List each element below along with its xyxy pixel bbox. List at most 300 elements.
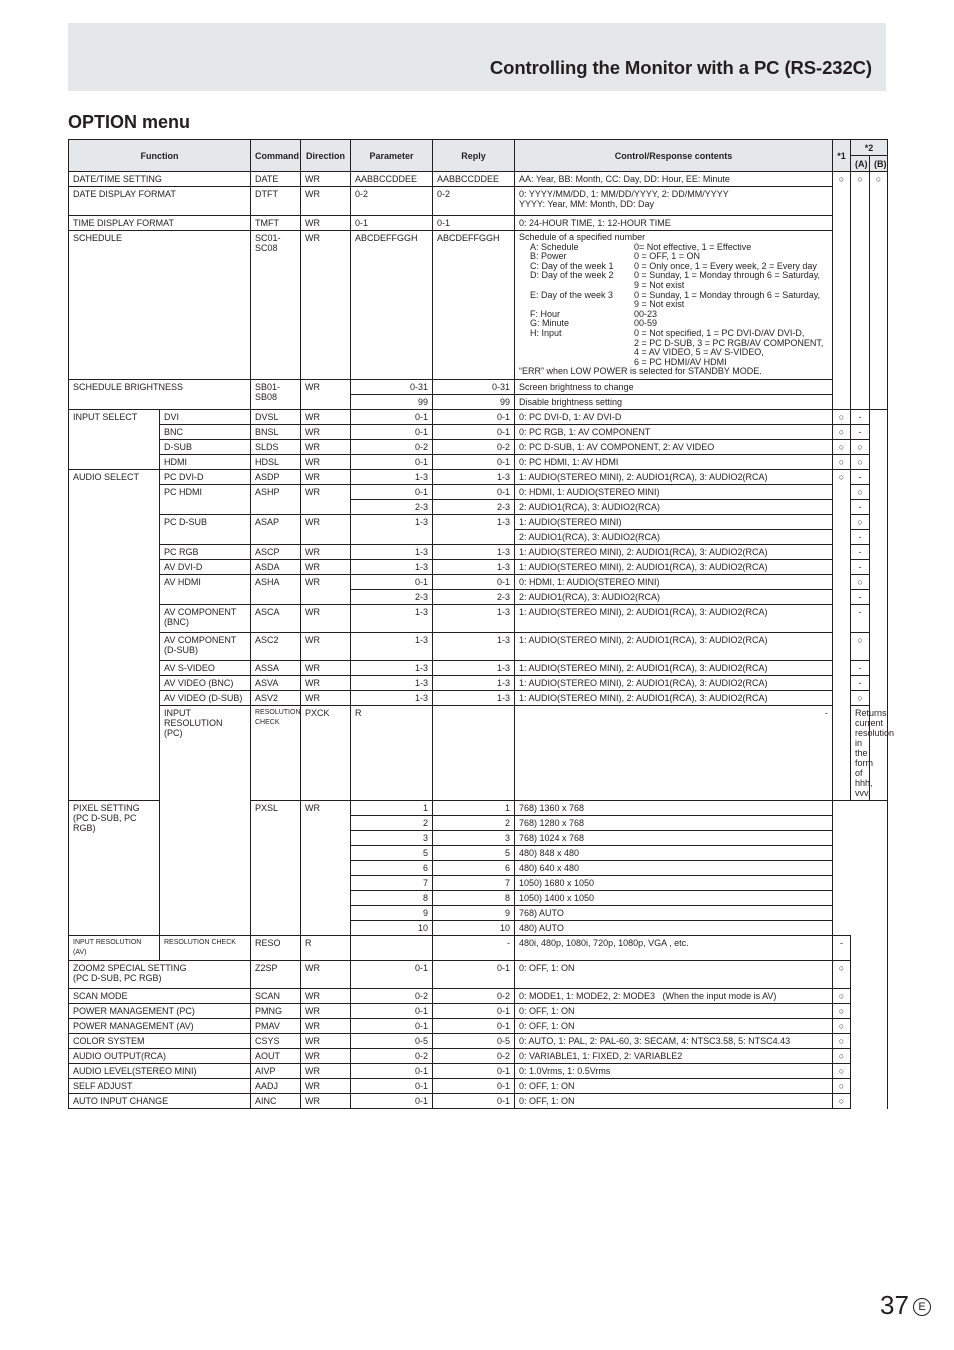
parameter-cell: 99 (351, 394, 433, 409)
option-menu-table (68, 139, 895, 1109)
direction-cell: WR (301, 574, 351, 604)
note2a-mark: ○ (851, 484, 870, 499)
schedule-item-key: D: Day of the week 2 (530, 270, 614, 281)
parameter-cell: 0-2 (351, 1048, 433, 1063)
schedule-item-value: 0 = Only once, 1 = Every week, 2 = Every day (634, 260, 817, 271)
note2a-mark: - (851, 604, 870, 632)
parameter-cell: 0-2 (351, 439, 433, 454)
parameter-cell: 6 (351, 860, 433, 875)
note1-mark: ○ (833, 960, 851, 988)
reply-cell: 0-1 (433, 409, 515, 424)
note1-mark: ○ (833, 454, 851, 469)
reply-cell: 1-3 (433, 660, 515, 675)
reply-cell: 1-3 (433, 544, 515, 559)
reply-cell: 7 (433, 875, 515, 890)
subfunction-cell: AV DVI-D (160, 559, 251, 574)
subfunction-cell: DVI (160, 409, 251, 424)
command-cell: AADJ (251, 1078, 301, 1093)
direction-cell: WR (301, 544, 351, 559)
subfunction-cell: AV COMPONENT (BNC) (160, 604, 251, 632)
command-cell: AOUT (251, 1048, 301, 1063)
command-cell: ASV2 (251, 690, 301, 705)
command-cell: PMNG (251, 1003, 301, 1018)
control-cell: 0: VARIABLE1, 1: FIXED, 2: VARIABLE2 (515, 1048, 833, 1063)
table-row (69, 484, 888, 499)
function-cell: AUDIO SELECT (69, 469, 160, 800)
note1-mark: - (833, 935, 851, 960)
reply-cell: 0-2 (433, 988, 515, 1003)
control-cell: 480) AUTO (515, 920, 833, 935)
parameter-cell: 0-1 (351, 1078, 433, 1093)
reply-cell: 1-3 (433, 514, 515, 544)
table-row (69, 216, 888, 231)
header-band (68, 23, 886, 91)
subfunction-cell: D-SUB (160, 439, 251, 454)
parameter-cell: 1-3 (351, 544, 433, 559)
parameter-cell: 0-1 (351, 484, 433, 499)
control-cell: 480) 640 x 480 (515, 860, 833, 875)
command-cell: ASSA (251, 660, 301, 675)
reply-cell: 0-1 (433, 1063, 515, 1078)
control-cell: Returns current resolution in the form of hhh, vvv. (851, 705, 870, 800)
control-cell: 1: AUDIO(STEREO MINI), 2: AUDIO1(RCA), 3: AUDIO2(RCA) (515, 675, 833, 690)
direction-cell: WR (301, 409, 351, 424)
schedule-item-key: E: Day of the week 3 (530, 289, 614, 300)
parameter-cell: 0-1 (351, 409, 433, 424)
control-cell: 0: 1.0Vrms, 1: 0.5Vrms (515, 1063, 833, 1078)
header-note2-b: (B) (870, 156, 888, 172)
reply-cell: 2 (433, 815, 515, 830)
parameter-cell: 0-2 (351, 187, 433, 216)
parameter-cell: 1 (351, 800, 433, 815)
parameter-cell: 8 (351, 890, 433, 905)
subfunction-cell: AV HDMI (160, 574, 251, 604)
control-cell: 1: AUDIO(STEREO MINI), 2: AUDIO1(RCA), 3: AUDIO2(RCA) (515, 632, 833, 660)
command-cell: HDSL (251, 454, 301, 469)
reply-cell: 0-2 (433, 1048, 515, 1063)
header-function: Function (69, 140, 251, 172)
parameter-cell: 0-1 (351, 1018, 433, 1033)
reply-cell: 2-3 (433, 589, 515, 604)
parameter-cell: 0-1 (351, 454, 433, 469)
control-cell: 0: 24-HOUR TIME, 1: 12-HOUR TIME (515, 216, 833, 231)
parameter-cell: 1-3 (351, 660, 433, 675)
control-cell: Disable brightness setting (515, 394, 833, 409)
parameter-cell: 2-3 (351, 499, 433, 514)
function-cell: SELF ADJUST (69, 1078, 251, 1093)
table-row (69, 705, 888, 800)
schedule-item-value: 00-23 (634, 308, 658, 319)
direction-cell: WR (301, 1048, 351, 1063)
command-cell: ASDA (251, 559, 301, 574)
note2a-mark: - (851, 675, 870, 690)
table-row (69, 559, 888, 574)
function-cell: POWER MANAGEMENT (PC) (69, 1003, 251, 1018)
control-cell: 0: AUTO, 1: PAL, 2: PAL-60, 3: SECAM, 4: NTSC3.58, 5: NTSC4.43 (515, 1033, 833, 1048)
reply-cell: 0-1 (433, 216, 515, 231)
control-cell: 1: AUDIO(STEREO MINI), 2: AUDIO1(RCA), 3: AUDIO2(RCA) (515, 544, 833, 559)
schedule-item-key: B: Power (530, 251, 567, 262)
table-row (69, 424, 888, 439)
control-cell: 768) 1360 x 768 (515, 800, 833, 815)
parameter-cell: 0-5 (351, 1033, 433, 1048)
reply-cell: AABBCCDDEE (433, 172, 515, 187)
note2a-mark: - (851, 409, 870, 424)
control-cell: 1: AUDIO(STEREO MINI), 2: AUDIO1(RCA), 3: AUDIO2(RCA) (515, 660, 833, 675)
function-cell: COLOR SYSTEM (69, 1033, 251, 1048)
direction-cell: WR (301, 454, 351, 469)
control-cell: 1: AUDIO(STEREO MINI) (515, 514, 833, 529)
parameter-cell: 0-1 (351, 960, 433, 988)
header-note2: *2 (851, 140, 888, 156)
note2a-mark: ○ (851, 514, 870, 529)
note2a-mark: ○ (851, 690, 870, 705)
control-cell: 0: OFF, 1: ON (515, 960, 833, 988)
table-row (69, 574, 888, 589)
subfunction-cell: BNC (160, 424, 251, 439)
note1-mark: ○ (833, 424, 851, 439)
subfunction-cell: AV S-VIDEO (160, 660, 251, 675)
function-cell: INPUT RESOLUTION (PC) (160, 705, 251, 935)
parameter-cell: 0-1 (351, 1093, 433, 1108)
note1-mark: ○ (833, 1063, 851, 1078)
reply-cell: 2-3 (433, 499, 515, 514)
table-row (69, 514, 888, 529)
subfunction-cell: AV COMPONENT (D-SUB) (160, 632, 251, 660)
reply-cell: 0-1 (433, 484, 515, 499)
note2a-mark: - (851, 424, 870, 439)
reply-cell: 1-3 (433, 604, 515, 632)
reply-cell: 0-2 (433, 439, 515, 454)
direction-cell: R (351, 705, 433, 800)
function-cell: POWER MANAGEMENT (AV) (69, 1018, 251, 1033)
command-cell: SCAN (251, 988, 301, 1003)
table-row (69, 231, 888, 380)
parameter-cell: 0-1 (351, 424, 433, 439)
table-row (69, 187, 888, 216)
reply-cell: 1-3 (433, 690, 515, 705)
parameter-cell: 0-1 (351, 1063, 433, 1078)
schedule-item-key: F: Hour (530, 308, 561, 319)
parameter-cell: 0-1 (351, 216, 433, 231)
command-cell: DATE (251, 172, 301, 187)
control-cell (515, 231, 833, 380)
note2a-mark: ○ (851, 454, 870, 469)
schedule-item-value: 00-59 (634, 318, 658, 329)
parameter-cell: 2 (351, 815, 433, 830)
reply-cell: 1-3 (433, 632, 515, 660)
direction-cell: WR (301, 559, 351, 574)
note2a-mark: ○ (851, 172, 870, 410)
function-cell: TIME DISPLAY FORMAT (69, 216, 251, 231)
direction-cell: WR (301, 1033, 351, 1048)
command-cell: CSYS (251, 1033, 301, 1048)
command-cell: RESO (251, 935, 301, 960)
direction-cell: WR (301, 675, 351, 690)
page-header-title: Controlling the Monitor with a PC (RS-232C) (489, 57, 872, 78)
header-note1: *1 (833, 140, 851, 172)
control-cell: 1: AUDIO(STEREO MINI), 2: AUDIO1(RCA), 3: AUDIO2(RCA) (515, 469, 833, 484)
schedule-item-key: C: Day of the week 1 (530, 260, 614, 271)
control-cell: 480) 848 x 480 (515, 845, 833, 860)
command-cell: PXSL (251, 800, 301, 935)
table-row (69, 632, 888, 660)
schedule-item-key: G: Minute (530, 318, 570, 329)
schedule-item-key: H: Input (530, 327, 562, 338)
parameter-cell: ABCDEFFGGH (351, 231, 433, 380)
control-cell: 0: OFF, 1: ON (515, 1093, 833, 1108)
direction-cell: WR (301, 960, 351, 988)
note1-mark: ○ (833, 1093, 851, 1108)
table-row (69, 675, 888, 690)
control-cell: 768) 1024 x 768 (515, 830, 833, 845)
schedule-item-value: 0= Not effective, 1 = Effective (634, 241, 752, 252)
direction-cell: WR (301, 216, 351, 231)
function-cell: SCHEDULE BRIGHTNESS (69, 379, 251, 409)
schedule-item-value: 0 = Sunday, 1 = Monday through 6 = Saturday, 9 = Not exist (634, 289, 821, 310)
function-cell: AUDIO LEVEL(STEREO MINI) (69, 1063, 251, 1078)
reply-cell: 1 (433, 800, 515, 815)
direction-cell: WR (301, 231, 351, 380)
reply-cell: 0-5 (433, 1033, 515, 1048)
reply-cell: 0-1 (433, 454, 515, 469)
reply-cell: ABCDEFFGGH (433, 231, 515, 380)
table-row (69, 379, 888, 394)
control-cell: 1: AUDIO(STEREO MINI), 2: AUDIO1(RCA), 3: AUDIO2(RCA) (515, 604, 833, 632)
note1-mark: ○ (833, 1078, 851, 1093)
control-cell: 1: AUDIO(STEREO MINI), 2: AUDIO1(RCA), 3: AUDIO2(RCA) (515, 559, 833, 574)
schedule-items (530, 243, 828, 368)
control-cell: 768) 1280 x 768 (515, 815, 833, 830)
parameter-cell: 7 (351, 875, 433, 890)
control-cell: 0: OFF, 1: ON (515, 1003, 833, 1018)
note2a-mark: ○ (851, 574, 870, 589)
reply-cell: 5 (433, 845, 515, 860)
control-cell: 480i, 480p, 1080i, 720p, 1080p, VGA , etc. (515, 935, 833, 960)
parameter-cell: 1-3 (351, 632, 433, 660)
section-title: OPTION menu (68, 112, 191, 132)
direction-cell: WR (301, 660, 351, 675)
parameter-cell: 9 (351, 905, 433, 920)
table-row (69, 409, 888, 424)
reply-cell: 0-1 (433, 574, 515, 589)
parameter-cell (433, 705, 515, 800)
header-direction: Direction (301, 140, 351, 172)
command-cell: PXCK (301, 705, 351, 800)
function-cell: SCAN MODE (69, 988, 251, 1003)
direction-cell: WR (301, 1003, 351, 1018)
note2a-mark: - (851, 529, 870, 544)
note2a-mark: - (851, 544, 870, 559)
control-cell: AA: Year, BB: Month, CC: Day, DD: Hour, EE: Minute (515, 172, 833, 187)
parameter-cell: 10 (351, 920, 433, 935)
function-cell: ZOOM2 SPECIAL SETTING (PC D-SUB, PC RGB) (69, 960, 251, 988)
control-cell: 0: PC RGB, 1: AV COMPONENT (515, 424, 833, 439)
command-cell: SLDS (251, 439, 301, 454)
control-cell: 0: MODE1, 1: MODE2, 2: MODE3 (When the input mode is AV) (515, 988, 833, 1003)
control-cell: 2: AUDIO1(RCA), 3: AUDIO2(RCA) (515, 499, 833, 514)
subfunction-cell: PC RGB (160, 544, 251, 559)
reply-cell: 0-1 (433, 1093, 515, 1108)
command-cell: ASHP (251, 484, 301, 514)
table-row (69, 1078, 888, 1093)
direction-cell: WR (301, 1093, 351, 1108)
subfunction-cell: RESOLUTION CHECK (160, 935, 251, 960)
control-cell: 0: HDMI, 1: AUDIO(STEREO MINI) (515, 574, 833, 589)
command-cell: BNSL (251, 424, 301, 439)
page-number: 37 (880, 1290, 909, 1320)
note2a-mark: - (851, 660, 870, 675)
direction-cell: WR (301, 1063, 351, 1078)
table-row (69, 1048, 888, 1063)
parameter-cell: 0-31 (351, 379, 433, 394)
command-cell: ASHA (251, 574, 301, 604)
subfunction-cell: RESOLUTION CHECK (251, 705, 301, 800)
header-control: Control/Response contents (515, 140, 833, 172)
table-row (69, 1063, 888, 1078)
header-row (69, 140, 888, 156)
subfunction-cell: HDMI (160, 454, 251, 469)
function-cell: SCHEDULE (69, 231, 251, 380)
reply-cell: 10 (433, 920, 515, 935)
subfunction-cell: PIXEL SETTING (PC D-SUB, PC RGB) (69, 800, 160, 935)
control-cell: 1: AUDIO(STEREO MINI), 2: AUDIO1(RCA), 3: AUDIO2(RCA) (515, 690, 833, 705)
reply-cell: 0-1 (433, 1003, 515, 1018)
subfunction-cell: PC DVI-D (160, 469, 251, 484)
direction-cell: WR (301, 424, 351, 439)
direction-cell: WR (301, 604, 351, 632)
table-row (69, 660, 888, 675)
note1-mark: ○ (833, 469, 851, 800)
direction-cell: WR (301, 690, 351, 705)
page-language-badge: E (913, 1298, 931, 1316)
table-row (69, 690, 888, 705)
command-cell: PMAV (251, 1018, 301, 1033)
table-row (69, 469, 888, 484)
header-reply: Reply (433, 140, 515, 172)
command-cell: ASAP (251, 514, 301, 544)
reply-cell: 0-1 (433, 424, 515, 439)
header-note2-a: (A) (851, 156, 870, 172)
table-row (69, 988, 888, 1003)
note1-mark: ○ (833, 439, 851, 454)
control-cell: 0: YYYY/MM/DD, 1: MM/DD/YYYY, 2: DD/MM/YYYY YYYY: Year, MM: Month, DD: Day (515, 187, 833, 216)
table-row (69, 1093, 888, 1108)
header-command: Command (251, 140, 301, 172)
note1-mark: ○ (833, 1018, 851, 1033)
function-cell: DATE DISPLAY FORMAT (69, 187, 251, 216)
schedule-item-value: 0 = Not specified, 1 = PC DVI-D/AV DVI-D, 2 = PC D-SUB, 3 = PC RGB/AV COMPONENT, 4 = AV VIDEO, 5 = AV S-VIDEO, 6 = PC HDMI/AV HDMI (634, 327, 824, 367)
control-cell: 0: OFF, 1: ON (515, 1078, 833, 1093)
direction-cell: WR (301, 172, 351, 187)
command-cell: SC01- SC08 (251, 231, 301, 380)
direction-cell: WR (301, 800, 351, 935)
parameter-cell: 1-3 (351, 514, 433, 544)
control-cell: 0: PC DVI-D, 1: AV DVI-D (515, 409, 833, 424)
reply-cell: 0-1 (433, 1018, 515, 1033)
parameter-cell: 2-3 (351, 589, 433, 604)
reply-cell: - (433, 935, 515, 960)
reply-cell: 9 (433, 905, 515, 920)
reply-cell: 8 (433, 890, 515, 905)
table-row (69, 544, 888, 559)
direction-cell: WR (301, 514, 351, 544)
reply-cell: 0-31 (433, 379, 515, 394)
reply-cell: 1-3 (433, 559, 515, 574)
subfunction-cell: AV VIDEO (BNC) (160, 675, 251, 690)
control-cell: 0: OFF, 1: ON (515, 1018, 833, 1033)
note2b-mark: ○ (870, 172, 888, 410)
control-cell: 2: AUDIO1(RCA), 3: AUDIO2(RCA) (515, 529, 833, 544)
command-cell: AINC (251, 1093, 301, 1108)
parameter-cell: AABBCCDDEE (351, 172, 433, 187)
reply-cell: - (515, 705, 833, 800)
function-cell: INPUT RESOLUTION (AV) (69, 935, 160, 960)
reply-cell: 99 (433, 394, 515, 409)
direction-cell: WR (301, 439, 351, 454)
table-row (69, 1003, 888, 1018)
function-cell: DATE/TIME SETTING (69, 172, 251, 187)
direction-cell: R (301, 935, 351, 960)
reply-cell: 1-3 (433, 675, 515, 690)
subfunction-cell: PC HDMI (160, 484, 251, 514)
schedule-item-value: 0 = Sunday, 1 = Monday through 6 = Saturday, 9 = Not exist (634, 270, 821, 290)
control-cell: 0: HDMI, 1: AUDIO(STEREO MINI) (515, 484, 833, 499)
reply-cell: 3 (433, 830, 515, 845)
schedule-item-value: 0 = OFF, 1 = ON (634, 251, 701, 262)
table-row (69, 454, 888, 469)
table-row (69, 439, 888, 454)
parameter-cell: 1-3 (351, 469, 433, 484)
note2a-mark: - (851, 469, 870, 484)
reply-cell: 0-1 (433, 960, 515, 988)
parameter-cell: 1-3 (351, 690, 433, 705)
parameter-cell: 1-3 (351, 604, 433, 632)
command-cell: SB01- SB08 (251, 379, 301, 409)
parameter-cell: 0-1 (351, 1003, 433, 1018)
table-row (69, 935, 888, 960)
control-cell: 2: AUDIO1(RCA), 3: AUDIO2(RCA) (515, 589, 833, 604)
parameter-cell (351, 935, 433, 960)
note2a-mark: - (851, 559, 870, 574)
direction-cell: WR (301, 469, 351, 484)
command-cell: Z2SP (251, 960, 301, 988)
note1-mark: ○ (833, 172, 851, 410)
direction-cell: WR (301, 1018, 351, 1033)
parameter-cell: 5 (351, 845, 433, 860)
schedule-heading: Schedule of a specified number (519, 232, 646, 242)
control-cell: 1050) 1680 x 1050 (515, 875, 833, 890)
note1-mark: ○ (833, 988, 851, 1003)
direction-cell: WR (301, 1078, 351, 1093)
command-cell: TMFT (251, 216, 301, 231)
command-cell: ASDP (251, 469, 301, 484)
table-row (69, 604, 888, 632)
note1-mark: ○ (833, 409, 851, 424)
table-row (69, 960, 888, 988)
direction-cell: WR (301, 484, 351, 514)
parameter-cell: 1-3 (351, 675, 433, 690)
note1-mark: ○ (833, 1048, 851, 1063)
note2a-mark: ○ (851, 632, 870, 660)
note1-mark: ○ (833, 1003, 851, 1018)
direction-cell: WR (301, 632, 351, 660)
control-cell: 1050) 1400 x 1050 (515, 890, 833, 905)
reply-cell: 0-2 (433, 187, 515, 216)
command-cell: DTFT (251, 187, 301, 216)
command-cell: ASCP (251, 544, 301, 559)
function-cell: AUDIO OUTPUT(RCA) (69, 1048, 251, 1063)
